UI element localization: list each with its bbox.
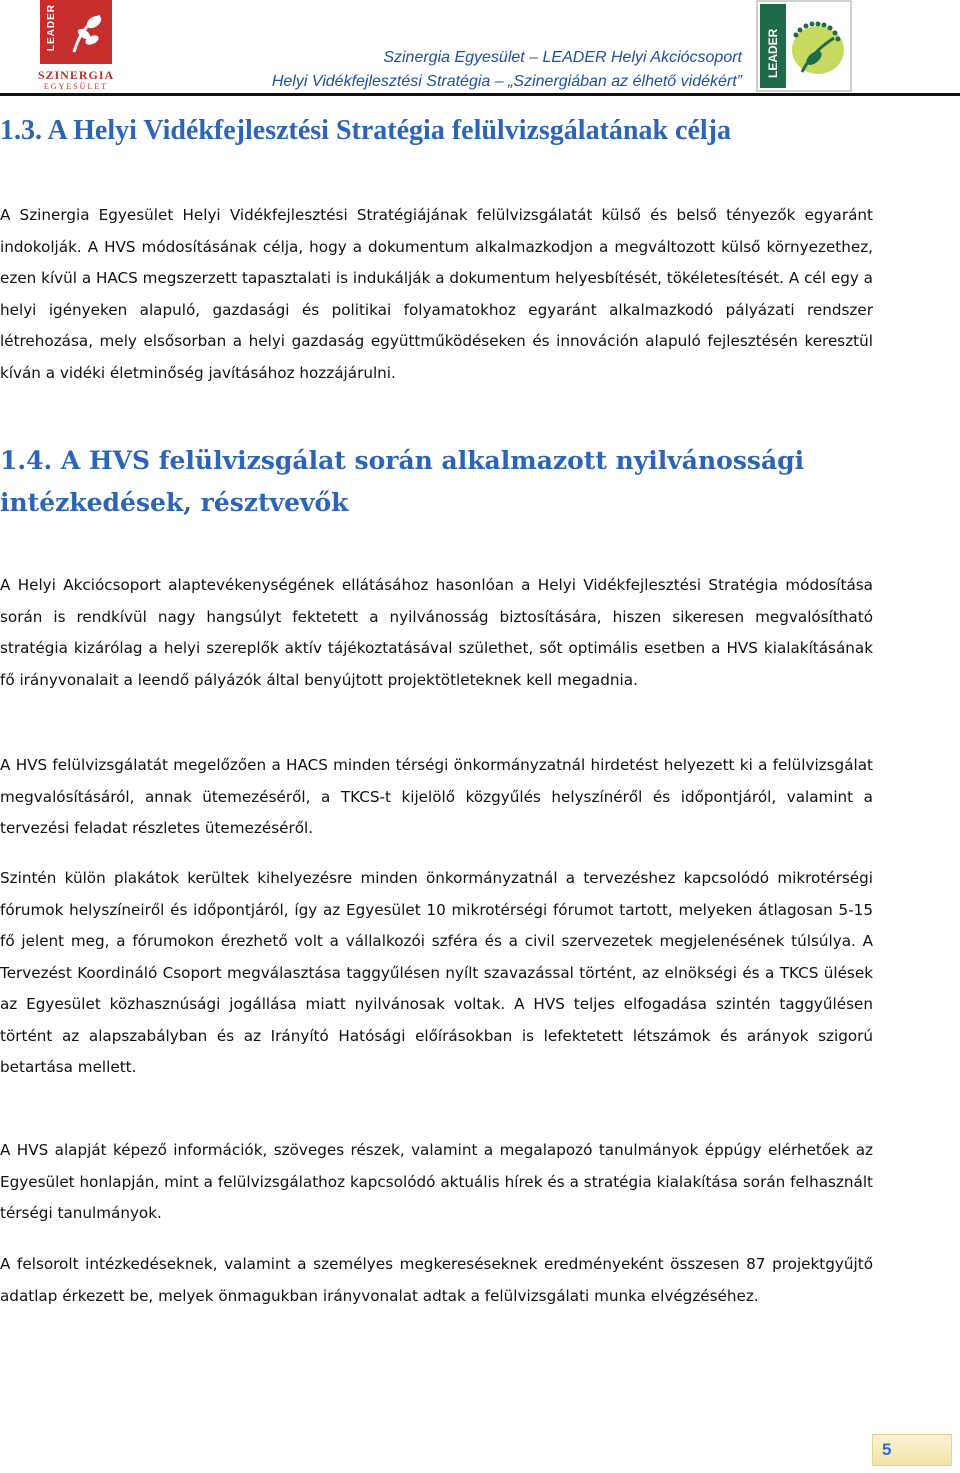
header-strategy-title: Helyi Vidékfejlesztési Stratégia – „Szinergiában az élhető vidékért” xyxy=(271,73,742,90)
leader-logo xyxy=(756,0,852,92)
paragraph: A HVS alapját képező információk, szöveges részek, valamint a megalapozó tanulmányok éppúgy elérhetőek az Egyesület honlapján, mint a felülvizsgálathoz kapcsolódó aktuális hírek és a stratégia kialakítása során felhasznált térségi tanulmányok. xyxy=(0,1141,873,1222)
page-header xyxy=(272,46,742,94)
section-heading-1-4: 1.4. A HVS felülvizsgálat során alkalmazott nyilvánossági intézkedések, résztvevők xyxy=(0,446,805,517)
page-number: 5 xyxy=(872,1434,952,1466)
paragraph: A felsorolt intézkedéseknek, valamint a személyes megkereséseknek eredményeként összesen 87 projektgyűjtő adatlap érkezett be, melyek önmagukban irányvonalat adtak a felülvizsgálati munka elvégzéséhez. xyxy=(0,1255,873,1305)
section-heading-1-3: 1.3. A Helyi Vidékfejlesztési Stratégia felülvizsgálatának célja xyxy=(0,115,732,146)
szinergia-logo-mark xyxy=(40,0,112,64)
paragraph: A Helyi Akciócsoport alaptevékenységének ellátásához hasonlóan a Helyi Vidékfejlesztési Stratégia módosítása során is rendkívül nagy hangsúlyt fektetett a nyilvánosság biztosítására, hiszen sikeresen megvalósítható stratégia kizárólag a helyi szereplők aktív tájékoztatásával születhet, sőt optimális esetben a HVS kialakításának fő irányvonalait a leendő pályázók által benyújtott projektötleteknek kell megadnia. xyxy=(0,576,873,689)
header-organization: Szinergia Egyesület – LEADER Helyi Akciócsoport xyxy=(383,49,742,66)
paragraph: Szintén külön plakátok kerültek kihelyezésre minden önkormányzatnál a tervezéshez kapcsolódó mikrotérségi fórumok helyszíneiről és időpontjáról, így az Egyesület 10 mikrotérségi fórumot tartott, melyeken átlagosan 5-15 fő jelent meg, a fórumokon érezhető volt a vállalkozói szféra és a civil szervezetek megjelenésének túlsúlya. A Tervezést Koordináló Csoport megválasztása taggyűlésen nyílt szavazással történt, az elnökségi és a TKCS ülések az Egyesület közhasznúsági jogállása miatt nyilvánosak voltak. A HVS teljes elfogadása szintén taggyűlésen történt az alapszabályban és az Irányító Hatósági előírásokban is lefektetett létszámok és arányok szigorú betartása mellett. xyxy=(0,869,873,1076)
paragraph: A Szinergia Egyesület Helyi Vidékfejlesztési Stratégiájának felülvizsgálatát külső és belső tényezők egyaránt indokolják. A HVS módosításának célja, hogy a dokumentum alkalmazkodjon a megváltozott külső környezethez, ezen kívül a HACS megszerzett tapasztalati is indukálják a dokumentum helyesbítését, tökéletesítését. A cél egy a helyi igényeken alapuló, gazdasági és politikai folyamatokhoz egyaránt alkalmazkodó pályázati rendszer létrehozása, mely elsősorban a helyi gazdaság együttműködéseken és innováción alapuló fejlesztésén keresztül kíván a vidéki életminőség javításához hozzájárulni. xyxy=(0,206,873,382)
szinergia-logo-name: SZINERGIA xyxy=(37,68,115,82)
leaf-icon xyxy=(68,10,106,56)
leader-logo-text: LEADER xyxy=(766,28,780,78)
paragraph: A HVS felülvizsgálatát megelőzően a HACS minden térségi önkormányzatnál hirdetést helyezett ki a felülvizsgálat megvalósításáról, annak ütemezéséről, a TKCS-t kijelölő közgyűlés helyszínéről és időpontjáról, valamint a tervezési feladat részletes ütemezéséről. xyxy=(0,756,873,837)
szinergia-logo-subtitle: EGYESÜLET xyxy=(43,82,109,91)
szinergia-logo-leader-text: LEADER xyxy=(46,4,57,52)
header-divider xyxy=(0,93,960,96)
szinergia-logo xyxy=(30,0,122,94)
